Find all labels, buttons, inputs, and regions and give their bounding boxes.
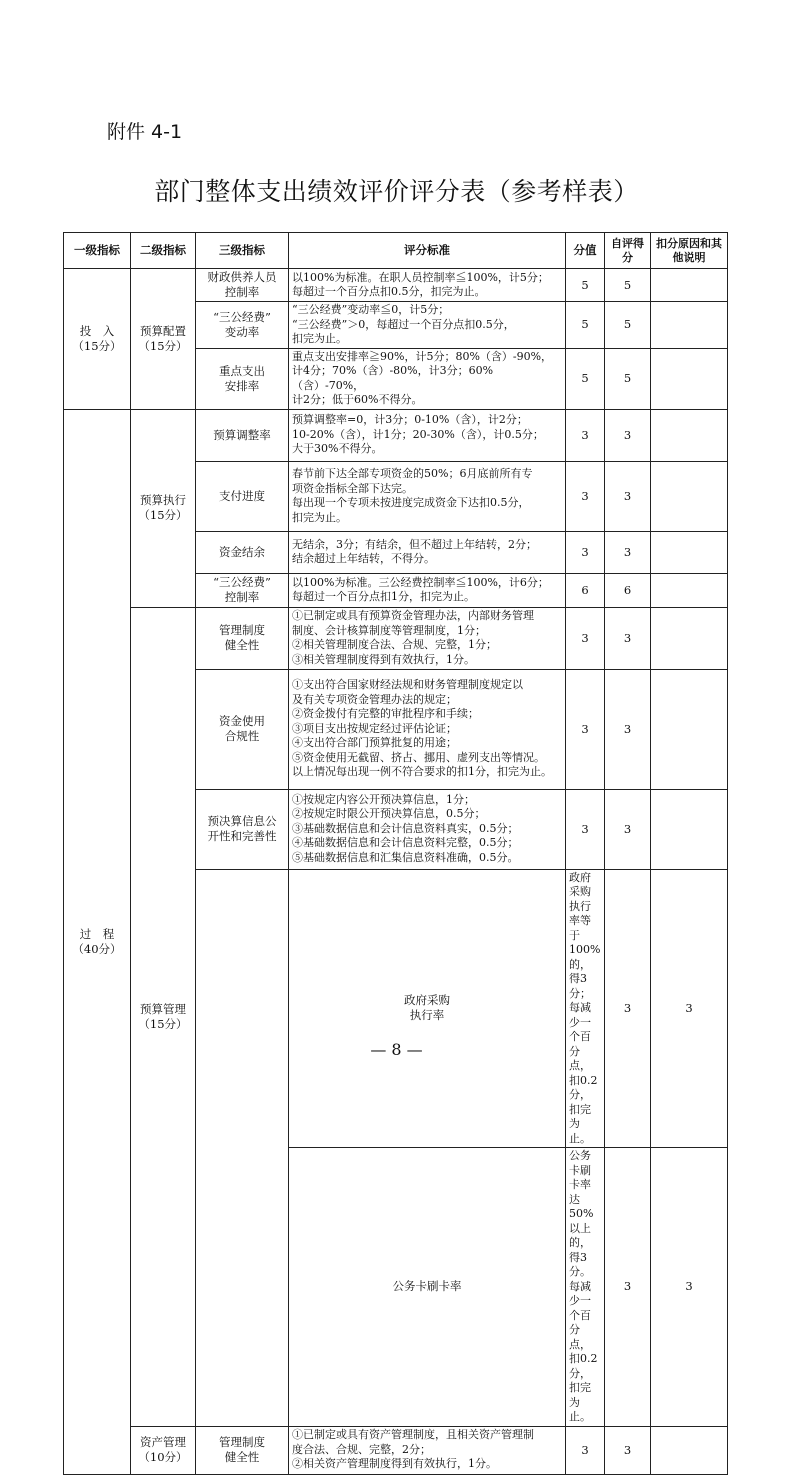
score-cell: 5 xyxy=(566,348,605,409)
l1-indicator-cell: 过 程 （40分） xyxy=(64,409,131,1474)
score-cell: 3 xyxy=(605,1148,651,1427)
remarks-cell xyxy=(651,269,728,302)
remarks-cell xyxy=(651,1426,728,1474)
self-score-cell: 6 xyxy=(605,573,651,607)
l3-indicator-cell: 管理制度 健全性 xyxy=(196,607,289,669)
table-row xyxy=(64,409,728,461)
score-cell: 3 xyxy=(566,531,605,573)
self-score-cell: 3 xyxy=(651,1148,728,1427)
scoring-standard-cell: ①已制定或具有资产管理制度，且相关资产管理制 度合法、合规、完整，2分； ②相关资产管理制度得到有效执行，1分。 xyxy=(289,1426,566,1474)
table-row xyxy=(64,269,728,302)
l2-indicator-cell: 预算配置 （15分） xyxy=(131,269,196,410)
l2-indicator-cell: 资产管理 （10分） xyxy=(131,1426,196,1474)
l3-indicator-cell: “三公经费” 控制率 xyxy=(196,573,289,607)
scoring-standard-cell: ①支出符合国家财经法规和财务管理制度规定以 及有关专项资金管理办法的规定； ②资金拨付有完整的审批程序和手续； ③项目支出按规定经过评估论证； ④支出符合部门预算批复的用途； ⑤资金使用无截留、挤占、挪用、虚列支出等情况。 以上情况每出现一例不符合要求的扣1分，扣完为止。 xyxy=(289,669,566,789)
score-cell: 3 xyxy=(566,669,605,789)
self-score-cell: 3 xyxy=(651,869,728,1148)
table-row xyxy=(64,1426,728,1474)
l2-indicator-cell: 预算管理 （15分） xyxy=(131,607,196,1426)
remarks-cell xyxy=(651,789,728,869)
header-l3: 三级指标 xyxy=(196,233,289,269)
remarks-cell xyxy=(651,302,728,349)
header-score: 分值 xyxy=(566,233,605,269)
scoring-standard-cell: ①按规定内容公开预决算信息，1分； ②按规定时限公开预决算信息，0.5分； ③基础数据信息和会计信息资料真实，0.5分； ④基础数据信息和会计信息资料完整，0.5分； ⑤基础数据信息和汇集信息资料准确，0.5分。 xyxy=(289,789,566,869)
remarks-cell xyxy=(651,607,728,669)
score-cell: 3 xyxy=(566,789,605,869)
self-score-cell: 5 xyxy=(605,302,651,349)
score-cell: 6 xyxy=(566,573,605,607)
l3-indicator-cell: “三公经费” 变动率 xyxy=(196,302,289,349)
scoring-standard-cell: 政府采购执行率等于100%的，得3分； 每减少一个百分点，扣0.2分，扣完为止。 xyxy=(566,869,605,1148)
l3-indicator-cell: 资金使用 合规性 xyxy=(196,669,289,789)
remarks-cell xyxy=(651,348,728,409)
scoring-standard-cell: 公务卡刷卡率达50%以上的，得3分。 每减少一个百分点，扣0.2分，扣完为止。 xyxy=(566,1148,605,1427)
self-score-cell: 3 xyxy=(605,531,651,573)
l3-indicator-cell: 政府采购 执行率 xyxy=(289,869,566,1148)
self-score-cell: 5 xyxy=(605,348,651,409)
remarks-cell xyxy=(651,409,728,461)
score-cell: 3 xyxy=(605,869,651,1148)
self-score-cell: 3 xyxy=(605,669,651,789)
l3-indicator-cell: 财政供养人员 控制率 xyxy=(196,269,289,302)
page-number: — 8 — xyxy=(370,1040,423,1059)
scoring-standard-cell: ①已制定或具有预算资金管理办法，内部财务管理 制度、会计核算制度等管理制度，1分； ②相关管理制度合法、合规、完整，1分； ③相关管理制度得到有效执行，1分。 xyxy=(289,607,566,669)
scoring-standard-cell: 预算调整率=0，计3分；0-10%（含），计2分； 10-20%（含），计1分；20-30%（含），计0.5分； 大于30%不得分。 xyxy=(289,409,566,461)
page-title: 部门整体支出绩效评价评分表（参考样表） xyxy=(154,177,639,206)
score-cell: 3 xyxy=(566,461,605,531)
l3-indicator-cell: 管理制度 健全性 xyxy=(196,1426,289,1474)
scoring-standard-cell: 春节前下达全部专项资金的50%；6月底前所有专 项资金指标全部下达完。 每出现一个专项未按进度完成资金下达扣0.5分， 扣完为止。 xyxy=(289,461,566,531)
remarks-cell xyxy=(651,573,728,607)
scoring-standard-cell: 以100%为标准。三公经费控制率≦100%，计6分； 每超过一个百分点扣1分，扣完为止。 xyxy=(289,573,566,607)
table-row xyxy=(64,607,728,669)
self-score-cell: 3 xyxy=(605,461,651,531)
remarks-cell xyxy=(651,669,728,789)
self-score-cell: 5 xyxy=(605,269,651,302)
header-l2: 二级指标 xyxy=(131,233,196,269)
l3-indicator-cell: 预决算信息公 开性和完善性 xyxy=(196,789,289,869)
scoring-standard-cell: 以100%为标准。在职人员控制率≦100%，计5分； 每超过一个百分点扣0.5分，扣完为止。 xyxy=(289,269,566,302)
self-score-cell: 3 xyxy=(605,607,651,669)
score-cell: 5 xyxy=(566,302,605,349)
self-score-cell: 3 xyxy=(605,1426,651,1474)
l3-indicator-cell: 资金结余 xyxy=(196,531,289,573)
self-score-cell: 3 xyxy=(605,409,651,461)
l3-indicator-cell: 预算调整率 xyxy=(196,409,289,461)
l2-indicator-empty-cell xyxy=(196,869,289,1426)
remarks-cell xyxy=(651,461,728,531)
score-cell: 3 xyxy=(566,607,605,669)
l2-indicator-cell: 预算执行 （15分） xyxy=(131,409,196,607)
l3-indicator-cell: 重点支出 安排率 xyxy=(196,348,289,409)
attachment-label: 附件 4-1 xyxy=(107,121,183,143)
score-cell: 3 xyxy=(566,409,605,461)
header-l1: 一级指标 xyxy=(64,233,131,269)
scoring-standard-cell: “三公经费”变动率≦0，计5分； “三公经费”＞0，每超过一个百分点扣0.5分， 扣完为止。 xyxy=(289,302,566,349)
header-self-score: 自评得分 xyxy=(605,233,651,269)
scoring-standard-cell: 重点支出安排率≧90%，计5分；80%（含）-90%， 计4分；70%（含）-80%，计3分；60%（含）-70%， 计2分；低于60%不得分。 xyxy=(289,348,566,409)
self-score-cell: 3 xyxy=(605,789,651,869)
evaluation-table xyxy=(63,232,728,1475)
l3-indicator-cell: 公务卡刷卡率 xyxy=(289,1148,566,1427)
score-cell: 5 xyxy=(566,269,605,302)
scoring-standard-cell: 无结余，3分；有结余，但不超过上年结转，2分； 结余超过上年结转，不得分。 xyxy=(289,531,566,573)
header-standard: 评分标准 xyxy=(289,233,566,269)
l1-indicator-cell: 投 入 （15分） xyxy=(64,269,131,410)
remarks-cell xyxy=(651,531,728,573)
table-header-row xyxy=(64,233,728,269)
header-remarks: 扣分原因和其他说明 xyxy=(651,233,728,269)
l3-indicator-cell: 支付进度 xyxy=(196,461,289,531)
score-cell: 3 xyxy=(566,1426,605,1474)
